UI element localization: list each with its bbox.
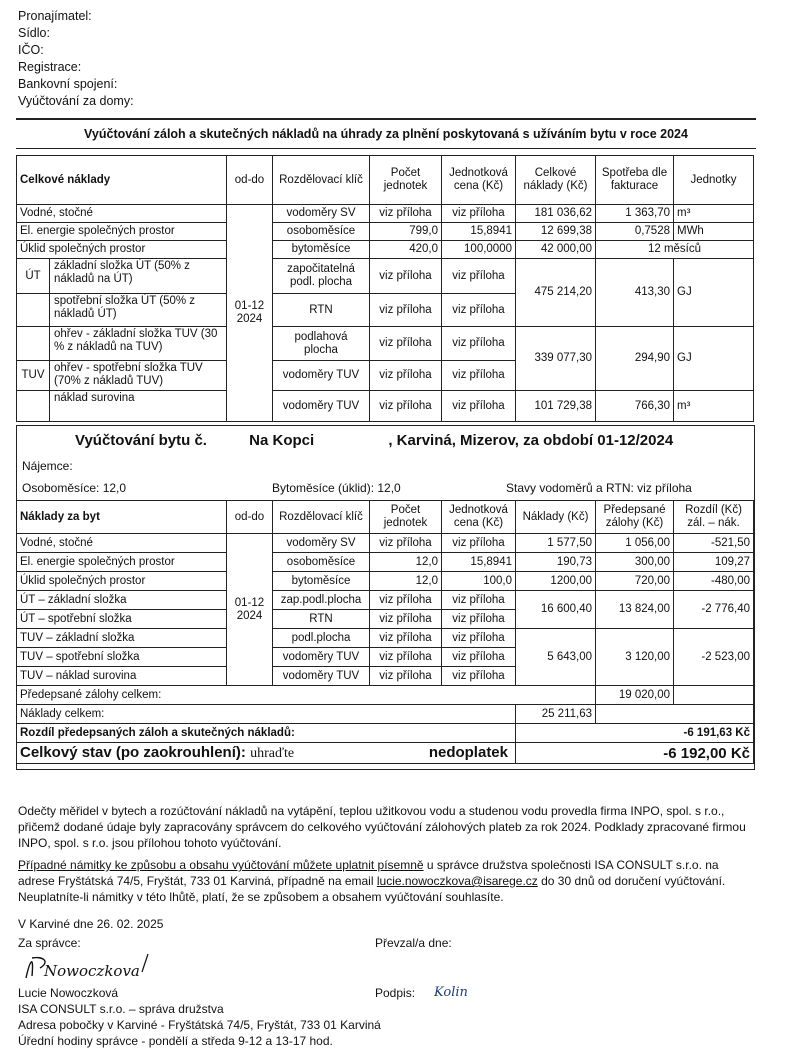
row-diff: 109,27 [674,553,754,572]
period-cell: 01-12 2024 [227,534,273,686]
row-total: 101 729,38 [516,391,596,422]
note-readings: Odečty měřidel v bytech a rozúčtování nákladů na vytápění, teplou užitkovou vodu a studenou vodu provedla firma INPO, spol. s r.o., přičemž dodané údaje byly zapracovány správcem do celkového vyúčtování zálohových plateb za rok 2024. Podklady zpracované firmou INPO, spol. s r.o. jsou přílohou tohoto vyúčtování. [18,804,746,850]
branch-address: Adresa pobočky v Karviné - Fryštátská 74/5, Fryštát, 733 01 Karviná [18,1018,381,1032]
row-count: viz příloha [370,629,442,648]
row-key: podl.plocha [273,629,370,648]
row-name: TUV – náklad surovina [17,667,227,686]
row-name: El. energie společných prostor [17,553,227,572]
col-units-count: Počet jednotek [370,501,442,534]
row-consumption: 12 měsíců [596,241,754,259]
row-key: podlahová plocha [273,327,370,361]
meter-readings: Stavy vodoměrů a RTN: viz příloha [506,481,692,495]
col-unit-price: Jednotková cena (Kč) [442,501,516,534]
row-key: osoboměsíce [273,223,370,241]
received-label: Převzal/a dne: [375,936,452,950]
tuv-label: TUV [17,361,50,390]
table-row [17,724,754,743]
row-unit: MWh [674,223,754,241]
objections-underlined: Případné námitky ke způsobu a obsahu vyúčtování můžete uplatnit písemně [18,858,424,872]
objections-end: do 30 dnů od doručení vyúčtování. Neuplatníte-li námitky v této lhůtě, platí, že se způsobem a obsahem vyúčtování souhlasíte. [18,874,726,904]
row-key: vodoměry SV [273,205,370,223]
row-diff: -521,50 [674,534,754,553]
col-total-costs: Celkové náklady [17,156,227,205]
row-name: Vodné, stočné [17,534,227,553]
header-ico: IČO: [18,43,44,57]
col-total: Celkové náklady (Kč) [516,156,596,205]
table-row [17,259,754,294]
row-name: ohřev - základní složka TUV (30 % z nákladů na TUV) [54,328,218,353]
final-value: -6 192,00 Kč [516,743,754,764]
header-billing-houses: Vyúčtování za domy: [18,94,134,108]
divider [16,148,756,149]
row-key: RTN [273,610,370,629]
row-count: 12,0 [370,572,442,591]
final-action: uhraďte [250,746,295,761]
row-key: vodoměry TUV [273,648,370,667]
row-price: viz příloha [442,361,516,391]
row-unit: m³ [674,205,754,223]
row-cost: 1 577,50 [516,534,596,553]
flat-title [75,432,673,449]
row-name: El. energie společných prostor [17,223,227,241]
col-consumption: Spotřeba dle fakturace [596,156,674,205]
row-count: viz příloha [370,648,442,667]
row-name: Úklid společných prostor [17,572,227,591]
table-row [17,705,754,724]
advance-total-label: Předepsané zálohy celkem: [17,686,596,705]
row-unit: m³ [674,391,754,422]
row-count: viz příloha [370,391,442,422]
final-status: nedoplatek [428,744,508,761]
tuv-consumption: 294,90 [596,327,674,391]
row-price: 100,0000 [442,241,516,259]
admin-signature-text: Nowoczkova [44,962,140,980]
table-row [17,553,754,572]
row-consumption: 766,30 [596,391,674,422]
row-name: ohřev - spotřební složka TUV (70% z nákladů TUV) [54,362,203,387]
ut-label: ÚT [17,259,50,293]
table-row [17,534,754,553]
header-landlord: Pronajímatel: [18,9,92,23]
row-name: TUV – základní složka [17,629,227,648]
house-billing-title: Vyúčtování záloh a skutečných nákladů na úhrady za plnění poskytovaná s užíváním bytu v roce 2024 [84,127,688,141]
row-price: viz příloha [442,648,516,667]
row-name: ÚT – základní složka [17,591,227,610]
col-period: od-do [227,501,273,534]
period-cell: 01-12 2024 [227,205,273,422]
row-diff: -480,00 [674,572,754,591]
cost-total: 25 211,63 [516,705,596,724]
table-row [17,743,754,764]
difference-value: -6 191,63 Kč [516,724,754,743]
row-price: 15,8941 [442,223,516,241]
contact-email-link[interactable]: lucie.nowoczkova@isarege.cz [376,874,538,888]
table-row [17,572,754,591]
ut-consumption: 413,30 [596,259,674,327]
flat-months: Bytoměsíce (úklid): 12,0 [272,481,401,495]
col-flat-costs: Náklady za byt [17,501,227,534]
row-price: viz příloha [442,610,516,629]
row-count: 420,0 [370,241,442,259]
table-row [17,629,754,648]
row-count: viz příloha [370,534,442,553]
row-name: TUV – spotřební složka [17,648,227,667]
row-count: viz příloha [370,361,442,391]
tuv-total: 339 077,30 [516,327,596,391]
col-key: Rozdělovací klíč [273,156,370,205]
col-key: Rozdělovací klíč [273,501,370,534]
date-line: V Karviné dne 26. 02. 2025 [18,917,164,931]
col-difference: Rozdíl (Kč) zál. – nák. [674,501,754,534]
header-seat: Sídlo: [18,26,50,40]
row-key: započitatelná podl. plocha [273,259,370,294]
table-row [17,591,754,610]
row-price: viz příloha [442,294,516,327]
row-consumption: 1 363,70 [596,205,674,223]
tuv-unit: GJ [674,327,754,391]
row-price: viz příloha [442,629,516,648]
row-price: viz příloha [442,534,516,553]
row-count: viz příloha [370,610,442,629]
row-count: 12,0 [370,553,442,572]
ut-advance: 13 824,00 [596,591,674,629]
row-name: náklad surovina [54,392,135,404]
row-key: zap.podl.plocha [273,591,370,610]
row-count: viz příloha [370,591,442,610]
col-units: Jednotky [674,156,754,205]
tenant-label: Nájemce: [22,459,73,473]
row-key: vodoměry TUV [273,361,370,391]
header-bank: Bankovní spojení: [18,77,118,91]
row-key: vodoměry TUV [273,667,370,686]
tenant-signature [432,978,502,1002]
company-line: ISA CONSULT s.r.o. – správa družstva [18,1002,224,1016]
final-state-label: Celkový stav (po zaokrouhlení): [20,744,246,761]
col-cost: Náklady (Kč) [516,501,596,534]
col-period: od-do [227,156,273,205]
house-cost-table [16,155,754,422]
row-price: viz příloha [442,327,516,361]
table-row [17,205,754,223]
for-admin-label: Za správce: [18,936,81,950]
flat-title-right: , Karviná, Mizerov, za období 01-12/2024 [388,432,674,449]
row-consumption: 0,7528 [596,223,674,241]
flat-street: Na Kopci [249,432,315,449]
col-unit-price: Jednotková cena (Kč) [442,156,516,205]
row-cost: 1200,00 [516,572,596,591]
flat-cost-table [16,500,754,764]
ut-diff: -2 776,40 [674,591,754,629]
row-price: 100,0 [442,572,516,591]
admin-signature [20,950,160,984]
office-hours: Úřední hodiny správce - pondělí a středa 9-12 a 13-17 hod. [18,1034,333,1048]
ut-total: 475 214,20 [516,259,596,327]
row-name: spotřební složka ÚT (50% z nákladů ÚT) [54,295,196,320]
advance-total: 19 020,00 [596,686,674,705]
table-row [17,327,754,361]
row-key: RTN [273,294,370,327]
person-months: Osoboměsíce: 12,0 [22,481,127,495]
ut-unit: GJ [674,259,754,327]
admin-name: Lucie Nowoczková [18,986,119,1000]
row-key: osoboměsíce [273,553,370,572]
col-advance: Předepsané zálohy (Kč) [596,501,674,534]
row-advance: 1 056,00 [596,534,674,553]
ut-cost: 16 600,40 [516,591,596,629]
table-row [17,686,754,705]
row-total: 12 699,38 [516,223,596,241]
row-count: viz příloha [370,205,442,223]
objections-mid: u správce družstva společnosti ISA CONSULT s.r.o. na adrese Fryštátská 74/5, Fryštát, 733 01 Karviná, případně na email [18,858,719,888]
header-registration: Registrace: [18,60,82,74]
flat-title-left: Vyúčtování bytu č. [75,432,207,449]
row-key: bytoměsíce [273,241,370,259]
row-total: 181 036,62 [516,205,596,223]
row-price: 15,8941 [442,553,516,572]
row-count: 799,0 [370,223,442,241]
row-count: viz příloha [370,327,442,361]
row-count: viz příloha [370,294,442,327]
row-price: viz příloha [442,391,516,422]
row-advance: 720,00 [596,572,674,591]
signature-label: Podpis: [375,986,416,1000]
tuv-cost: 5 643,00 [516,629,596,686]
row-price: viz příloha [442,259,516,294]
row-cost: 190,73 [516,553,596,572]
row-advance: 300,00 [596,553,674,572]
table-row [17,223,754,241]
row-total: 42 000,00 [516,241,596,259]
tuv-advance: 3 120,00 [596,629,674,686]
note-objections [18,857,758,905]
tuv-diff: -2 523,00 [674,629,754,686]
row-price: viz příloha [442,591,516,610]
row-name: Vodné, stočné [17,205,227,223]
difference-label: Rozdíl předepsaných záloh a skutečných nákladů: [17,724,516,743]
row-name: Úklid společných prostor [17,241,227,259]
row-name: základní složka ÚT (50% z nákladů na ÚT) [54,260,190,285]
row-count: viz příloha [370,259,442,294]
tenant-signature-text: Kolin [434,985,468,1000]
table-row [17,391,754,422]
table-row [17,241,754,259]
divider [16,118,756,120]
row-price: viz příloha [442,667,516,686]
row-key: vodoměry SV [273,534,370,553]
row-price: viz příloha [442,205,516,223]
col-units-count: Počet jednotek [370,156,442,205]
row-key: vodoměry TUV [273,391,370,422]
row-count: viz příloha [370,667,442,686]
row-key: bytoměsíce [273,572,370,591]
row-name: ÚT – spotřební složka [17,610,227,629]
cost-total-label: Náklady celkem: [17,705,516,724]
